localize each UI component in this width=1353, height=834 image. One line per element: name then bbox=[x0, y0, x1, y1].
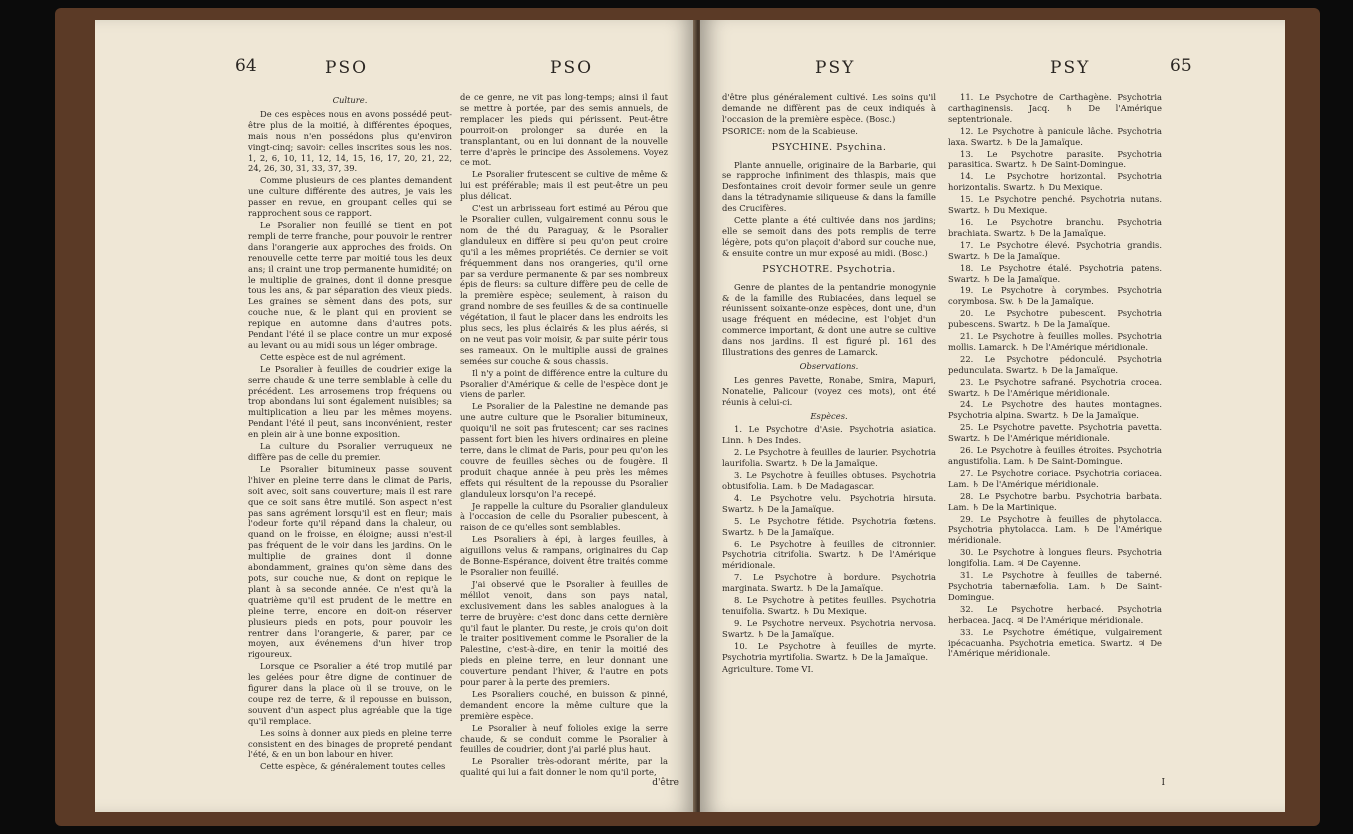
paragraph: 9. Le Psychotre nerveux. Psychotria nervosa. Swartz. ♄ De la Jamaïque. bbox=[722, 617, 936, 639]
paragraph: 1. Le Psychotre d'Asie. Psychotria asiatica. Linn. ♄ Des Indes. bbox=[722, 424, 936, 446]
paragraph: Comme plusieurs de ces plantes demandent une culture différente des autres, je vais les passer en revue, en groupant celles qui se rapprochent sous ce rapport. bbox=[248, 175, 452, 219]
paragraph: 12. Le Psychotre à panicule lâche. Psychotria laxa. Swartz. ♄ De la Jamaïque. bbox=[948, 125, 1162, 147]
paragraph: 31. Le Psychotre à feuilles de taberné. Psychotria tabernæfolia. Lam. ♄ De Saint-Domingue. bbox=[948, 570, 1162, 602]
paragraph: Le Psoralier frutescent se cultive de même & lui est préférable; mais il est peut-être un peu plus délicat. bbox=[460, 169, 668, 202]
paragraph: 33. Le Psychotre émétique, vulgairement ipécacuanha. Psychotria emetica. Swartz. ♃ De l'Amérique méridionale. bbox=[948, 626, 1162, 659]
paragraph: 25. Le Psychotre pavette. Psychotria pavetta. Swartz. ♄ De l'Amérique méridionale. bbox=[948, 422, 1162, 444]
paragraph: Le Psoralier à feuilles de coudrier exige la serre chaude & une terre semblable à celle du précédent. Les arrosemens trop fréquens ou trop abondans lui sont également nuisibles; sa multiplication a lieu par les mêmes moyens. Pendant l'été il peut, sans inconvénient, rester en plein air à une bonne exposition. bbox=[248, 363, 452, 440]
paragraph: 3. Le Psychotre à feuilles obtuses. Psychotria obtusifolia. Lam. ♄ De Madagascar. bbox=[722, 470, 936, 491]
paragraph: C'est un arbrisseau fort estimé au Pérou que le Psoralier cullen, vulgairement connu sous le nom de thé du Paraguay, & le Psoralier glanduleux en diffère si peu qu'on peut croire qu'il a les mêmes propriétés. Ce dernier se voit fréquemment dans nos orangeries, qu'il orne par sa verdure permanente & par ses nombreux épis de fleurs: sa culture diffère peu de celle de la première espèce; seulement, à raison du grand nombre de ses feuilles & de sa continuelle végétation, il faut le placer dans les endroits les plus secs, les plus éclairés & les plus aérés, si on ne veut pas voir moisir, & par suite périr tous ses rameaux. On le multiplie aussi de graines semées sur couche & sous chassis. bbox=[460, 203, 669, 366]
paragraph: 6. Le Psychotre à feuilles de citronnier. Psychotria citrifolia. Swartz. ♄ De l'Amérique méridionale. bbox=[722, 538, 936, 571]
paragraph: PSORICE: nom de la Scabieuse. bbox=[722, 125, 858, 136]
left-page bbox=[95, 20, 695, 812]
paragraph: Les Psoraliers couché, en buisson & pinné, demandent encore la même culture que la première espèce. bbox=[460, 688, 668, 721]
running-head: PSO bbox=[325, 58, 369, 78]
paragraph: 32. Le Psychotre herbacé. Psychotria herbacea. Jacq. ♃ De l'Amérique méridionale. bbox=[948, 603, 1162, 625]
right-page bbox=[700, 20, 1285, 812]
text-column bbox=[460, 92, 668, 779]
paragraph: 16. Le Psychotre branchu. Psychotria brachiata. Swartz. ♄ De la Jamaïque. bbox=[948, 216, 1162, 238]
paragraph: Cette plante a été cultivée dans nos jardins; elle se semoit dans des pots remplis de terre légère, pots qu'on plaçoit d'abord sur couche nue, & ensuite contre un mur exposé au midi. (Bosc.) bbox=[722, 215, 936, 258]
paragraph: 11. Le Psychotre de Carthagène. Psychotria carthaginensis. Jacq. ♄ De l'Amérique septentrionale. bbox=[948, 92, 1162, 124]
signature-mark: I bbox=[1161, 778, 1165, 788]
paragraph: 19. Le Psychotre à corymbes. Psychotria corymbosa. Sw. ♄ De la Jamaïque. bbox=[948, 285, 1162, 307]
paragraph: 8. Le Psychotre à petites feuilles. Psychotria tenuifolia. Swartz. ♄ Du Mexique. bbox=[722, 595, 936, 616]
paragraph: Agriculture. Tome VI. bbox=[722, 663, 814, 674]
paragraph: Plante annuelle, originaire de la Barbarie, qui se rapproche infiniment des thlaspis, mais que Desfontaines croit devoir former seule un genre dans la tétradynamie siliqueuse & dans la famille des Crucifères. bbox=[722, 159, 936, 214]
page-number: 64 bbox=[235, 56, 257, 76]
running-head: PSY bbox=[1050, 58, 1091, 78]
paragraph: 14. Le Psychotre horizontal. Psychotria horizontalis. Swartz. ♄ Du Mexique. bbox=[948, 171, 1162, 193]
paragraph: Le Psoralier très-odorant mérite, par la qualité qui lui a fait donner le nom qu'il porte, bbox=[460, 756, 668, 778]
paragraph: Espèces. bbox=[810, 410, 848, 421]
paragraph: de ce genre, ne vit pas long-temps; ainsi il faut se mettre à portée, par des semis annuels, de remplacer les pieds qui périssent. Peut-être pourroit-on prolonger sa durée en la transplantant, ou en lui donnant de la nouvelle terre d'après le principe des Assolemens. Voyez ce mot. bbox=[460, 92, 668, 168]
running-head: PSO bbox=[550, 58, 594, 78]
paragraph: 18. Le Psychotre étalé. Psychotria patens. Swartz. ♄ De la Jamaïque. bbox=[948, 262, 1162, 284]
text-column bbox=[948, 92, 1162, 660]
paragraph: Les genres Pavette, Ronabe, Smira, Mapuri, Nonatelie, Palicour (voyez ces mots), ont été réunis à celui-ci. bbox=[722, 374, 936, 407]
paragraph: 27. Le Psychotre coriace. Psychotria coriacea. Lam. ♄ De l'Amérique méridionale. bbox=[948, 467, 1162, 489]
paragraph: 20. Le Psychotre pubescent. Psychotria pubescens. Swartz. ♄ De la Jamaïque. bbox=[948, 308, 1162, 330]
entry-heading: PSYCHINE. Psychina. bbox=[771, 141, 887, 153]
text-column bbox=[248, 92, 452, 773]
text-column bbox=[722, 92, 936, 675]
paragraph: Le Psoralier bitumineux passe souvent l'hiver en pleine terre dans le climat de Paris, soit avec, soit sans couverture; mais il est rare que ce soit sans être mutilé. Son aspect n'est pas sans agrément lorsqu'il est en fleur; mais l'odeur forte qu'il répand dans la chaleur, ou quand on le froisse, en éloigne; aussi n'est-il pas fréquent de le voir dans les jardins. On le multiplie de graines dont il donne abondamment, graines qu'on sème dans des pots, sur couche nue, & dont on repique le plant à sa seconde année. Ce n'est qu'à la quatrième qu'il est prudent de le mettre en pleine terre, encore en doit-on réserver plusieurs pieds en pots, pour pouvoir les rentrer dans l'orangerie, & parer, par ce moyen, aux événemens d'un hiver trop rigoureux. bbox=[248, 463, 452, 660]
paragraph: 23. Le Psychotre safrané. Psychotria crocea. Swartz. ♄ De l'Amérique méridionale. bbox=[948, 376, 1162, 398]
paragraph: 26. Le Psychotre à feuilles étroites. Psychotria angustifolia. Lam. ♄ De Saint-Domingue. bbox=[948, 445, 1162, 466]
paragraph: 4. Le Psychotre velu. Psychotria hirsuta. Swartz. ♄ De la Jamaïque. bbox=[722, 492, 936, 514]
paragraph: 17. Le Psychotre élevé. Psychotria grandis. Swartz. ♄ De la Jamaïque. bbox=[948, 239, 1162, 261]
page-number: 65 bbox=[1170, 56, 1192, 76]
paragraph: Le Psoralier à neuf folioles exige la serre chaude, & se conduit comme le Psoralier à feuilles de coudrier, dont j'ai parlé plus haut. bbox=[460, 722, 668, 755]
running-head: PSY bbox=[815, 58, 856, 78]
paragraph: Les soins à donner aux pieds en pleine terre consistent en des binages de propreté pendant l'été, & en un bon labour en hiver. bbox=[248, 727, 452, 760]
entry-heading: PSYCHOTRE. Psychotria. bbox=[762, 263, 896, 275]
paragraph: 5. Le Psychotre fétide. Psychotria fœtens. Swartz. ♄ De la Jamaïque. bbox=[722, 515, 936, 537]
paragraph: La culture du Psoralier verruqueux ne diffère pas de celle du premier. bbox=[248, 441, 452, 462]
paragraph: 22. Le Psychotre pédonculé. Psychotria pedunculata. Swartz. ♄ De la Jamaïque. bbox=[948, 353, 1162, 375]
paragraph: 30. Le Psychotre à longues fleurs. Psychotria longifolia. Lam. ♃ De Cayenne. bbox=[948, 547, 1162, 569]
paragraph: J'ai observé que le Psoralier à feuilles de mélilot venoit, dans son pays natal, exclusivement dans les sables analogues à la terre de bruyère: c'est donc dans cette dernière qu'il faut le planter. Du reste, je crois qu'on doit le traiter positivement comme le Psoralier de la Palestine, c'est-à-dire, en tenir la moitié des pieds en pleine terre, en leur donnant une couverture pendant l'hiver, & l'autre en pots pour parer à la perte des premiers. bbox=[460, 578, 668, 688]
paragraph: 10. Le Psychotre à feuilles de myrte. Psychotria myrtifolia. Swartz. ♄ De la Jamaïque. bbox=[722, 640, 936, 662]
paragraph: Cette espèce, & généralement toutes celles bbox=[260, 761, 446, 772]
paragraph: Les Psoraliers à épi, à larges feuilles, à aiguillons velus & rampans, originaires du Cap de Bonne-Espérance, doivent être traités comme le Psoralier non feuillé. bbox=[460, 534, 668, 577]
paragraph: 24. Le Psychotre des hautes montagnes. Psychotria alpina. Swartz. ♄ De la Jamaïque. bbox=[948, 399, 1162, 421]
paragraph: Genre de plantes de la pentandrie monogynie & de la famille des Rubiacées, dans lequel se réunissent soixante-onze espèces, dont une, d'un usage fréquent en médecine, est l'objet d'un commerce important, & dont une autre se cultive dans nos jardins. Il est figuré pl. 161 des Illustrations des genres de Lamarck. bbox=[722, 281, 936, 358]
paragraph: De ces espèces nous en avons possédé peut-être plus de la moitié, à différentes époques, mais nous n'en possédons plus qu'environ vingt-cinq; savoir: celles inscrites sous les nos. 1, 2, 6, 10, 11, 12, 14, 15, 16, 17, 20, 21, 22, 24, 26, 30, 31, 33, 37, 39. bbox=[248, 108, 452, 174]
paragraph: Il n'y a point de différence entre la culture du Psoralier d'Amérique & celle de l'espèce dont je viens de parler. bbox=[460, 367, 668, 400]
paragraph: 2. Le Psychotre à feuilles de laurier. Psychotria laurifolia. Swartz. ♄ De la Jamaïque. bbox=[722, 447, 936, 469]
paragraph: Culture. bbox=[332, 95, 368, 105]
paragraph: Observations. bbox=[799, 360, 859, 371]
catchword: d'être bbox=[652, 778, 679, 788]
paragraph: Lorsque ce Psoralier a été trop mutilé par les gelées pour être digne de continuer de figurer dans la place où il se trouve, on le coupe rez de terre, & il repousse en buisson, souvent d'un aspect plus agréable que la tige qu'il remplace. bbox=[248, 661, 452, 726]
paragraph: Le Psoralier non feuillé se tient en pot rempli de terre franche, pour pouvoir le rentrer dans l'orangerie aux approches des froids. On renouvelle cette terre par moitié tous les deux ans; il craint une trop permanente humidité; on le multiplie de graines, dont il donne presque tous les ans, & par séparation des vieux pieds. Les graines se sèment dans des pots, sur couche nue, & le plant qui en provient se repique en automne dans d'autres pots. Pendant l'été il se place contre un mur exposé au levant ou au midi sous un léger ombrage. bbox=[248, 219, 452, 350]
paragraph: 21. Le Psychotre à feuilles molles. Psychotria mollis. Lamarck. ♄ De l'Amérique méridionale. bbox=[948, 331, 1162, 352]
paragraph: 28. Le Psychotre barbu. Psychotria barbata. Lam. ♄ De la Martinique. bbox=[948, 490, 1162, 512]
paragraph: 13. Le Psychotre parasite. Psychotria parasitica. Swartz. ♄ De Saint-Domingue. bbox=[948, 148, 1162, 170]
paragraph: Cette espèce est de nul agrément. bbox=[260, 351, 406, 362]
paragraph: Le Psoralier de la Palestine ne demande pas une autre culture que le Psoralier bitumineux, quoiqu'il ne soit pas frutescent; car ses racines passent fort bien les hivers ordinaires en pleine terre, dans le climat de Paris, pour peu qu'on les couvre de feuilles sèches ou de fougère. Il produit chaque année à peu près les mêmes effets qui résultent de la repousse du Psoralier glanduleux lorsqu'on l'a recepé. bbox=[460, 401, 668, 499]
paragraph: d'être plus généralement cultivé. Les soins qu'il demande ne diffèrent pas de ceux indiqués à l'occasion de la première espèce. (Bosc.) bbox=[722, 92, 936, 124]
paragraph: 7. Le Psychotre à bordure. Psychotria marginata. Swartz. ♄ De la Jamaïque. bbox=[722, 572, 936, 594]
paragraph: Je rappelle la culture du Psoralier glanduleux à l'occasion de celle du Psoralier pubescent, à raison de ce qu'elles sont semblables. bbox=[460, 500, 668, 533]
paragraph: 15. Le Psychotre penché. Psychotria nutans. Swartz. ♄ Du Mexique. bbox=[948, 194, 1162, 216]
paragraph: 29. Le Psychotre à feuilles de phytolacca. Psychotria phytolacca. Lam. ♄ De l'Amérique méridionale. bbox=[948, 513, 1162, 546]
